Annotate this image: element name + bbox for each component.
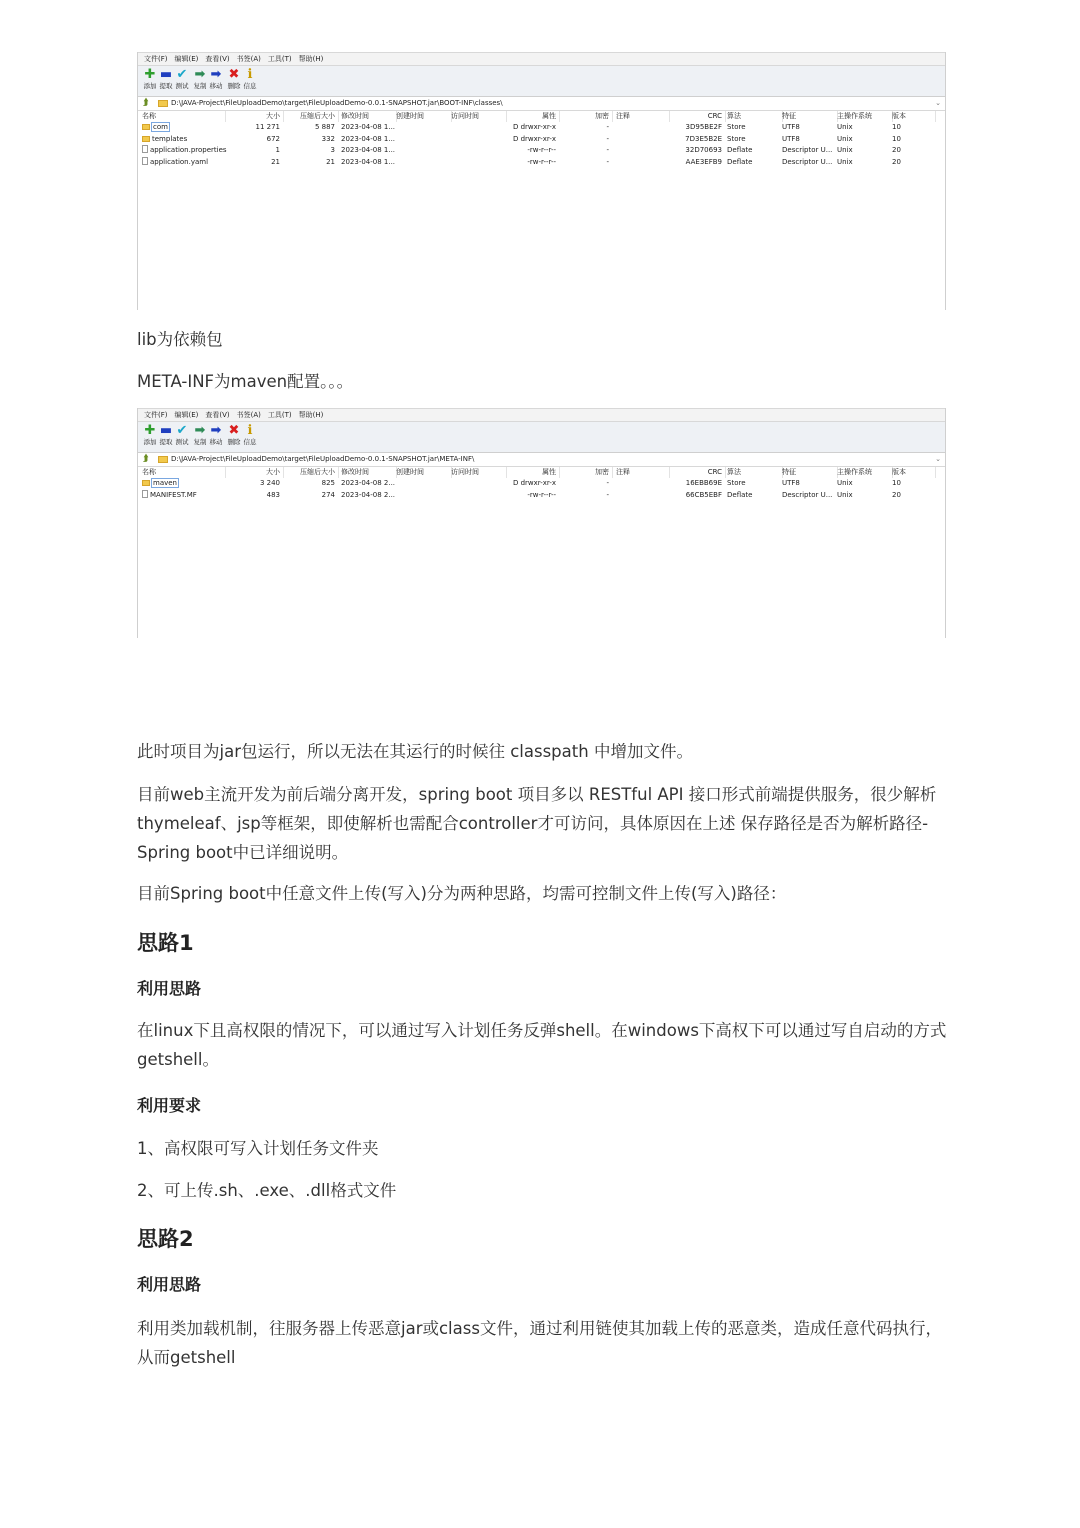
column-header-cell[interactable]: CRC [707, 468, 722, 476]
column-separator[interactable] [559, 467, 560, 478]
file-row[interactable] [138, 490, 945, 502]
file-crc-cell: 16EBB69E [685, 479, 722, 487]
file-size-cell: 672 [266, 134, 280, 143]
heading-idea-1: 思路1 [137, 931, 194, 955]
file-packed-cell: 825 [321, 479, 335, 487]
file-name: maven [153, 479, 177, 487]
column-header-cell[interactable]: 算法 [727, 468, 741, 476]
file-packed-cell: 332 [321, 134, 335, 143]
toolbar-label: 复制 [193, 438, 207, 446]
file-size-cell: 1 [275, 146, 280, 154]
up-folder-icon[interactable]: ⮭ [143, 454, 149, 464]
column-header-cell[interactable]: 版本 [892, 468, 906, 476]
column-header-cell[interactable]: 主操作系统 [837, 112, 872, 120]
file-char-cell: UTF8 [782, 479, 800, 487]
file-name: MANIFEST.MF [150, 490, 197, 499]
add-icon: ✚ [144, 423, 156, 438]
delete-button[interactable] [226, 68, 242, 91]
add-button[interactable] [142, 424, 158, 447]
column-header-cell[interactable]: 创建时间 [396, 112, 424, 120]
meta-inf-note: META-INF为maven配置。。。 [137, 372, 354, 391]
extract-icon: ▬ [159, 423, 173, 438]
extract-button[interactable] [158, 424, 174, 447]
file-name-cell [142, 145, 227, 157]
paragraph-two-ideas: 目前Spring boot中任意文件上传(写入)分为两种思路，均需可控制文件上传(写入)路径： [137, 884, 787, 903]
file-attr-cell: -rw-r--r-- [527, 490, 556, 499]
delete-button[interactable] [226, 424, 242, 447]
move-icon: ➡ [210, 423, 222, 438]
folder-icon [142, 124, 150, 130]
file-modified-cell: 2023-04-08 1... [341, 134, 396, 143]
file-ver-cell: 20 [892, 146, 901, 154]
file-packed-cell: 3 [330, 146, 335, 154]
column-header-cell[interactable]: 压缩后大小 [300, 112, 335, 120]
chevron-down-icon[interactable]: ⌄ [935, 99, 941, 107]
file-enc-cell: - [606, 479, 609, 487]
heading-exploit-idea-2: 利用思路 [137, 1275, 202, 1294]
file-attr-cell: D drwxr-xr-x [512, 123, 556, 131]
add-icon: ✚ [144, 67, 156, 82]
column-header-cell[interactable]: 压缩后大小 [300, 468, 335, 476]
file-list [138, 122, 945, 168]
file-enc-cell: - [606, 146, 609, 154]
extract-button[interactable] [158, 68, 174, 91]
requirement-1: 1、高权限可写入计划任务文件夹 [137, 1139, 379, 1158]
toolbar-label: 删除 [227, 82, 241, 90]
file-crc-cell: 3D95BE2F [685, 123, 722, 131]
menu-item[interactable]: 文件(F) [144, 55, 168, 63]
file-list [138, 478, 945, 501]
chevron-down-icon[interactable]: ⌄ [935, 455, 941, 463]
menu-item[interactable]: 编辑(E) [174, 55, 199, 63]
toolbar [138, 65, 945, 97]
test-icon: ✔ [176, 67, 188, 82]
file-attr-cell: D drwxr-xr-x [512, 134, 556, 143]
column-separator[interactable] [338, 111, 339, 122]
toolbar [138, 421, 945, 453]
file-icon [142, 157, 148, 165]
menu-item[interactable]: 工具(T) [267, 55, 292, 63]
file-modified-cell: 2023-04-08 1... [341, 146, 396, 154]
file-crc-cell: 66CB5EBF [685, 490, 722, 499]
file-crc-cell: 32D70693 [685, 146, 722, 154]
file-os-cell: Unix [837, 134, 853, 143]
copy-button[interactable] [192, 68, 208, 91]
requirement-2: 2、可上传.sh、.exe、.dll格式文件 [137, 1181, 397, 1200]
file-method-cell: Deflate [727, 146, 753, 154]
toolbar-label: 提取 [159, 82, 173, 90]
file-char-cell: Descriptor U... [782, 146, 833, 154]
file-name-cell [142, 134, 222, 146]
column-header-cell[interactable]: 大小 [266, 468, 280, 476]
info-button[interactable] [242, 68, 258, 91]
file-enc-cell: - [606, 134, 609, 143]
file-char-cell: UTF8 [782, 134, 800, 143]
test-button[interactable] [174, 424, 190, 447]
paragraph-idea-2: 利用类加载机制，往服务器上传恶意jar或class文件，通过利用链使其加载上传的恶意类，造成任意代码执行，从而getshell [137, 1319, 942, 1367]
column-header-cell[interactable]: 特征 [782, 468, 796, 476]
address-bar[interactable] [138, 453, 945, 467]
toolbar-label: 移动 [209, 82, 223, 90]
file-packed-cell: 274 [321, 490, 335, 499]
lib-note: lib为依赖包 [137, 330, 223, 349]
column-separator[interactable] [338, 467, 339, 478]
heading-requirements: 利用要求 [137, 1096, 202, 1115]
file-attr-cell: -rw-r--r-- [527, 157, 556, 166]
add-button[interactable] [142, 68, 158, 91]
column-header-cell[interactable]: 算法 [727, 112, 741, 120]
file-row[interactable] [138, 478, 945, 490]
folder-icon [158, 100, 168, 107]
test-button[interactable] [174, 68, 190, 91]
column-separator[interactable] [935, 467, 936, 478]
move-button[interactable] [208, 424, 224, 447]
column-separator[interactable] [725, 467, 726, 478]
column-separator[interactable] [225, 111, 226, 122]
folder-icon [142, 136, 150, 142]
column-header [138, 111, 945, 122]
column-header-cell[interactable]: 加密 [595, 468, 609, 476]
info-button[interactable] [242, 424, 258, 447]
toolbar-label: 提取 [159, 438, 173, 446]
menu-item[interactable]: 查看(V) [205, 55, 230, 63]
file-name-cell [142, 478, 222, 490]
file-modified-cell: 2023-04-08 1... [341, 157, 396, 166]
file-size-cell: 483 [266, 490, 280, 499]
delete-icon: ✖ [228, 423, 240, 438]
file-os-cell: Unix [837, 146, 853, 154]
column-separator[interactable] [725, 111, 726, 122]
paragraph-frontend-backend: 目前web主流开发为前后端分离开发，spring boot 项目多以 RESTful API 接口形式前端提供服务，很少解析thymeleaf、jsp等框架，即使解析也需配合controller才可访问，具体原因在上述 保存路径是否为解析路径-Spring boot中已详细说明。 [137, 785, 937, 862]
file-row[interactable] [138, 145, 945, 157]
toolbar-label: 测试 [175, 82, 189, 90]
toolbar-label: 信息 [243, 82, 257, 90]
info-icon: ℹ [247, 67, 253, 82]
menu-item[interactable]: 书签(A) [236, 411, 261, 419]
copy-icon: ➡ [194, 423, 206, 438]
copy-icon: ➡ [194, 67, 206, 82]
file-modified-cell: 2023-04-08 1... [341, 123, 396, 131]
file-packed-cell: 21 [326, 157, 335, 166]
file-ver-cell: 20 [892, 157, 901, 166]
paragraph-classpath: 此时项目为jar包运行，所以无法在其运行的时候往 classpath 中增加文件。 [137, 742, 693, 761]
file-attr-cell: -rw-r--r-- [527, 146, 556, 154]
column-header-cell[interactable]: 加密 [595, 112, 609, 120]
up-folder-icon[interactable]: ⮭ [143, 98, 149, 108]
heading-exploit-idea-1: 利用思路 [137, 979, 202, 998]
column-separator[interactable] [612, 467, 613, 478]
toolbar-label: 添加 [143, 438, 157, 446]
column-separator[interactable] [506, 111, 507, 122]
column-header-cell[interactable]: 修改时间 [341, 468, 369, 476]
toolbar-label: 移动 [209, 438, 223, 446]
column-header-cell[interactable]: 创建时间 [396, 468, 424, 476]
menu-item[interactable]: 帮助(H) [298, 411, 324, 419]
info-icon: ℹ [247, 423, 253, 438]
file-row[interactable] [138, 122, 945, 134]
column-header [138, 467, 945, 478]
file-os-cell: Unix [837, 490, 853, 499]
address-path[interactable]: D:\JAVA-Project\FileUploadDemo\target\FileUploadDemo-0.0.1-SNAPSHOT.jar\BOOT-INF\classes\ [171, 99, 503, 107]
column-header-cell[interactable]: 属性 [542, 112, 556, 120]
toolbar-label: 信息 [243, 438, 257, 446]
file-enc-cell: - [606, 490, 609, 499]
file-os-cell: Unix [837, 479, 853, 487]
menu-item[interactable]: 查看(V) [205, 411, 230, 419]
file-ver-cell: 10 [892, 134, 901, 143]
column-header-cell[interactable]: CRC [707, 112, 722, 120]
column-separator[interactable] [559, 111, 560, 122]
file-size-cell: 21 [271, 157, 280, 166]
file-method-cell: Deflate [727, 157, 753, 166]
archive-window-meta-inf [137, 408, 946, 638]
file-ver-cell: 10 [892, 479, 901, 487]
file-icon [142, 145, 148, 153]
paragraph-idea-1: 在linux下且高权限的情况下，可以通过写入计划任务反弹shell。在windows下高权下可以通过写自启动的方式getshell。 [137, 1021, 947, 1069]
column-header-cell[interactable]: 修改时间 [341, 112, 369, 120]
column-header-cell[interactable]: 版本 [892, 112, 906, 120]
toolbar-label: 添加 [143, 82, 157, 90]
move-button[interactable] [208, 68, 224, 91]
menu-item[interactable]: 帮助(H) [298, 55, 324, 63]
file-char-cell: Descriptor U... [782, 157, 833, 166]
file-packed-cell: 5 887 [314, 123, 335, 131]
menu-item[interactable]: 编辑(E) [174, 411, 199, 419]
file-attr-cell: D drwxr-xr-x [512, 479, 556, 487]
column-separator[interactable] [225, 467, 226, 478]
extract-icon: ▬ [159, 67, 173, 82]
column-header-cell[interactable]: 主操作系统 [837, 468, 872, 476]
address-bar[interactable] [138, 97, 945, 111]
move-icon: ➡ [210, 67, 222, 82]
toolbar-label: 复制 [193, 82, 207, 90]
toolbar-label: 测试 [175, 438, 189, 446]
copy-button[interactable] [192, 424, 208, 447]
folder-icon [158, 456, 168, 463]
file-icon [142, 490, 148, 498]
menu-bar [138, 408, 945, 421]
file-crc-cell: 7D3E5B2E [685, 134, 722, 143]
column-header-cell[interactable]: 访问时间 [451, 468, 479, 476]
file-modified-cell: 2023-04-08 2... [341, 479, 396, 487]
file-name-cell [142, 157, 222, 169]
menu-item[interactable]: 文件(F) [144, 411, 168, 419]
file-row[interactable] [138, 157, 945, 169]
column-header-cell[interactable]: 特征 [782, 112, 796, 120]
file-char-cell: Descriptor U... [782, 490, 833, 499]
file-method-cell: Store [727, 123, 746, 131]
file-name-cell [142, 490, 222, 502]
column-header-cell[interactable]: 名称 [142, 112, 156, 120]
toolbar-label: 删除 [227, 438, 241, 446]
file-name: application.properties [150, 146, 227, 154]
column-header-cell[interactable]: 注释 [616, 112, 630, 120]
column-header-cell[interactable]: 名称 [142, 468, 156, 476]
file-enc-cell: - [606, 123, 609, 131]
delete-icon: ✖ [228, 67, 240, 82]
column-header-cell[interactable]: 注释 [616, 468, 630, 476]
address-path[interactable]: D:\JAVA-Project\FileUploadDemo\target\FileUploadDemo-0.0.1-SNAPSHOT.jar\META-INF\ [171, 455, 475, 463]
file-method-cell: Store [727, 134, 746, 143]
file-name: application.yaml [150, 157, 209, 166]
file-modified-cell: 2023-04-08 2... [341, 490, 396, 499]
column-separator[interactable] [506, 467, 507, 478]
file-name: com [153, 123, 168, 131]
file-row[interactable] [138, 134, 945, 146]
menu-bar [138, 52, 945, 65]
folder-icon [142, 480, 150, 486]
column-separator[interactable] [935, 111, 936, 122]
file-size-cell: 11 271 [255, 123, 280, 131]
file-crc-cell: AAE3EFB9 [685, 157, 722, 166]
file-ver-cell: 10 [892, 123, 901, 131]
file-os-cell: Unix [837, 123, 853, 131]
column-header-cell[interactable]: 大小 [266, 112, 280, 120]
menu-item[interactable]: 工具(T) [267, 411, 292, 419]
file-os-cell: Unix [837, 157, 853, 166]
column-header-cell[interactable]: 访问时间 [451, 112, 479, 120]
column-header-cell[interactable]: 属性 [542, 468, 556, 476]
menu-item[interactable]: 书签(A) [236, 55, 261, 63]
column-separator[interactable] [612, 111, 613, 122]
test-icon: ✔ [176, 423, 188, 438]
file-enc-cell: - [606, 157, 609, 166]
heading-idea-2: 思路2 [137, 1227, 194, 1251]
file-method-cell: Deflate [727, 490, 753, 499]
file-size-cell: 3 240 [259, 479, 280, 487]
file-ver-cell: 20 [892, 490, 901, 499]
file-char-cell: UTF8 [782, 123, 800, 131]
file-name-cell [142, 122, 222, 134]
file-method-cell: Store [727, 479, 746, 487]
file-name: templates [152, 134, 188, 143]
archive-window-boot-inf [137, 52, 946, 310]
